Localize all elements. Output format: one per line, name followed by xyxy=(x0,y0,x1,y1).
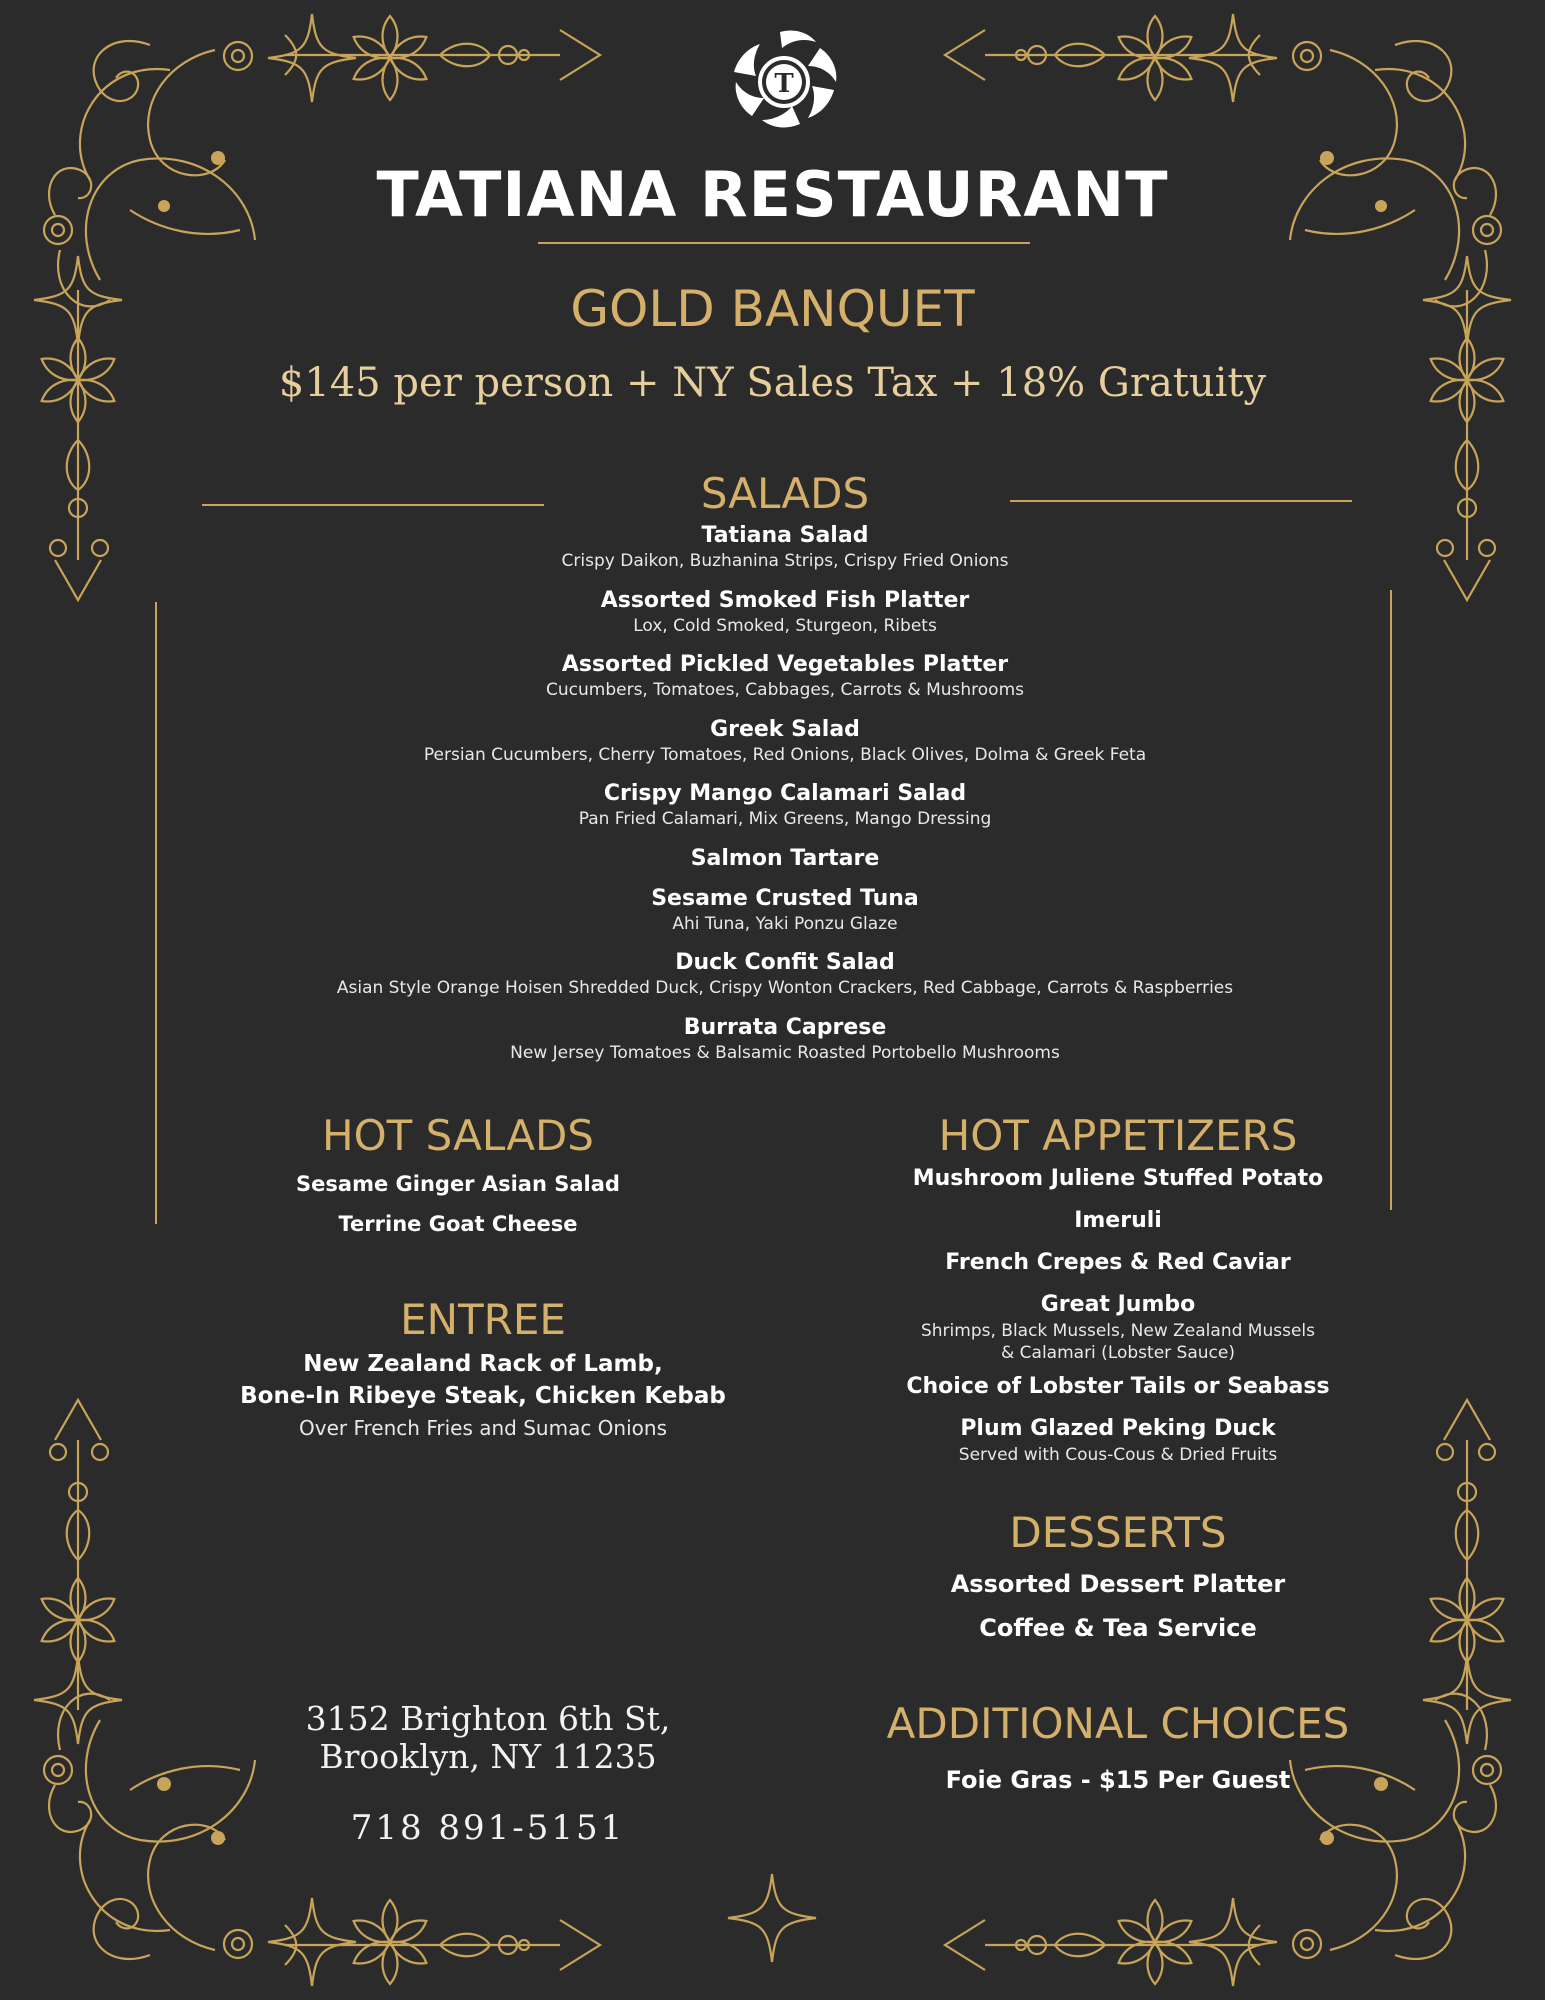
item-name: Burrata Caprese xyxy=(683,1014,887,1040)
entree-line-1: New Zealand Rack of Lamb, xyxy=(303,1351,663,1377)
item-name: Assorted Pickled Vegetables Platter xyxy=(561,652,1009,677)
item-name: Great Jumbo xyxy=(1040,1292,1196,1317)
restaurant-logo xyxy=(716,26,844,134)
item-name: Imeruli xyxy=(1074,1208,1162,1233)
entree-section xyxy=(238,1292,728,1444)
phone-number[interactable]: 718 891-5151 xyxy=(350,1808,626,1848)
list-item: Foie Gras - $15 Per Guest xyxy=(945,1766,1291,1794)
list-item xyxy=(868,1372,1368,1414)
item-description: New Jersey Tomatoes & Balsamic Roasted Portobello Mushrooms xyxy=(510,1042,1060,1063)
list-item xyxy=(160,587,1410,652)
desserts-section xyxy=(868,1504,1368,1650)
list-item xyxy=(868,1206,1368,1248)
list-item xyxy=(868,1290,1368,1372)
banquet-title: GOLD BANQUET xyxy=(570,280,975,338)
restaurant-title: TATIANA RESTAURANT xyxy=(376,158,1169,231)
list-item xyxy=(160,522,1410,587)
item-name: Greek Salad xyxy=(710,716,860,742)
item-description: Crispy Daikon, Buzhanina Strips, Crispy Fried Onions xyxy=(561,551,1009,571)
section-heading-desserts: DESSERTS xyxy=(1009,1508,1227,1557)
salads-section xyxy=(160,466,1410,1078)
title-divider xyxy=(538,242,1030,244)
additional-choices-section xyxy=(858,1696,1378,1808)
item-description: Cucumbers, Tomatoes, Cabbages, Carrots & Mushrooms xyxy=(546,680,1024,700)
logo-letter: T xyxy=(774,69,794,99)
item-name: French Crepes & Red Caviar xyxy=(945,1250,1291,1275)
list-item: Coffee & Tea Service xyxy=(979,1614,1257,1642)
list-item xyxy=(160,845,1410,885)
section-heading-hot-salads: HOT SALADS xyxy=(322,1111,594,1160)
item-name: Plum Glazed Peking Duck xyxy=(960,1416,1276,1441)
address-line-2: Brooklyn, NY 11235 xyxy=(319,1737,657,1776)
item-description: Shrimps, Black Mussels, New Zealand Mussels xyxy=(920,1321,1315,1341)
price-line: $145 per person + NY Sales Tax + 18% Gratuity xyxy=(278,360,1267,406)
hot-salads-section xyxy=(258,1108,658,1244)
address-block xyxy=(258,1700,718,1776)
entree-line-2: Bone-In Ribeye Steak, Chicken Kebab xyxy=(240,1383,726,1409)
item-description: & Calamari (Lobster Sauce) xyxy=(1001,1343,1235,1363)
list-item xyxy=(160,780,1410,845)
list-item xyxy=(160,949,1410,1014)
item-name: Tatiana Salad xyxy=(701,523,869,548)
list-item: Assorted Dessert Platter xyxy=(950,1570,1286,1598)
item-name: Crispy Mango Calamari Salad xyxy=(603,781,967,806)
item-name: Sesame Crusted Tuna xyxy=(651,885,919,911)
list-item xyxy=(160,651,1410,716)
item-description: Asian Style Orange Hoisen Shredded Duck, Crispy Wonton Crackers, Red Cabbage, Carrots & Raspberries xyxy=(336,978,1234,998)
item-name: Choice of Lobster Tails or Seabass xyxy=(906,1374,1330,1399)
vertical-rule-left xyxy=(155,602,157,1224)
list-item: Terrine Goat Cheese xyxy=(338,1212,578,1236)
item-name: Duck Confit Salad xyxy=(675,950,895,975)
item-description: Pan Fried Calamari, Mix Greens, Mango Dressing xyxy=(578,809,992,829)
item-description: Lox, Cold Smoked, Sturgeon, Ribets xyxy=(633,615,937,636)
item-name: Salmon Tartare xyxy=(690,845,880,871)
list-item: Sesame Ginger Asian Salad xyxy=(296,1172,620,1196)
section-heading-salads: SALADS xyxy=(700,469,870,518)
item-name: Mushroom Juliene Stuffed Potato xyxy=(912,1166,1324,1191)
list-item xyxy=(160,716,1410,781)
address-line-1: 3152 Brighton 6th St, xyxy=(305,1699,671,1738)
list-item xyxy=(868,1164,1368,1206)
item-name: Assorted Smoked Fish Platter xyxy=(600,587,970,613)
list-item xyxy=(868,1414,1368,1466)
section-heading-entree: ENTREE xyxy=(400,1295,566,1344)
item-description: Served with Cous-Cous & Dried Fruits xyxy=(958,1445,1278,1465)
list-item xyxy=(160,1014,1410,1079)
section-heading-hot-appetizers: HOT APPETIZERS xyxy=(938,1111,1298,1160)
item-description: Persian Cucumbers, Cherry Tomatoes, Red Onions, Black Olives, Dolma & Greek Feta xyxy=(423,744,1147,765)
section-heading-additional-choices: ADDITIONAL CHOICES xyxy=(886,1699,1350,1748)
list-item xyxy=(160,885,1410,950)
hot-appetizers-section xyxy=(868,1108,1368,1466)
entree-description: Over French Fries and Sumac Onions xyxy=(299,1416,667,1440)
item-description: Ahi Tuna, Yaki Ponzu Glaze xyxy=(672,913,898,934)
list-item xyxy=(868,1248,1368,1290)
